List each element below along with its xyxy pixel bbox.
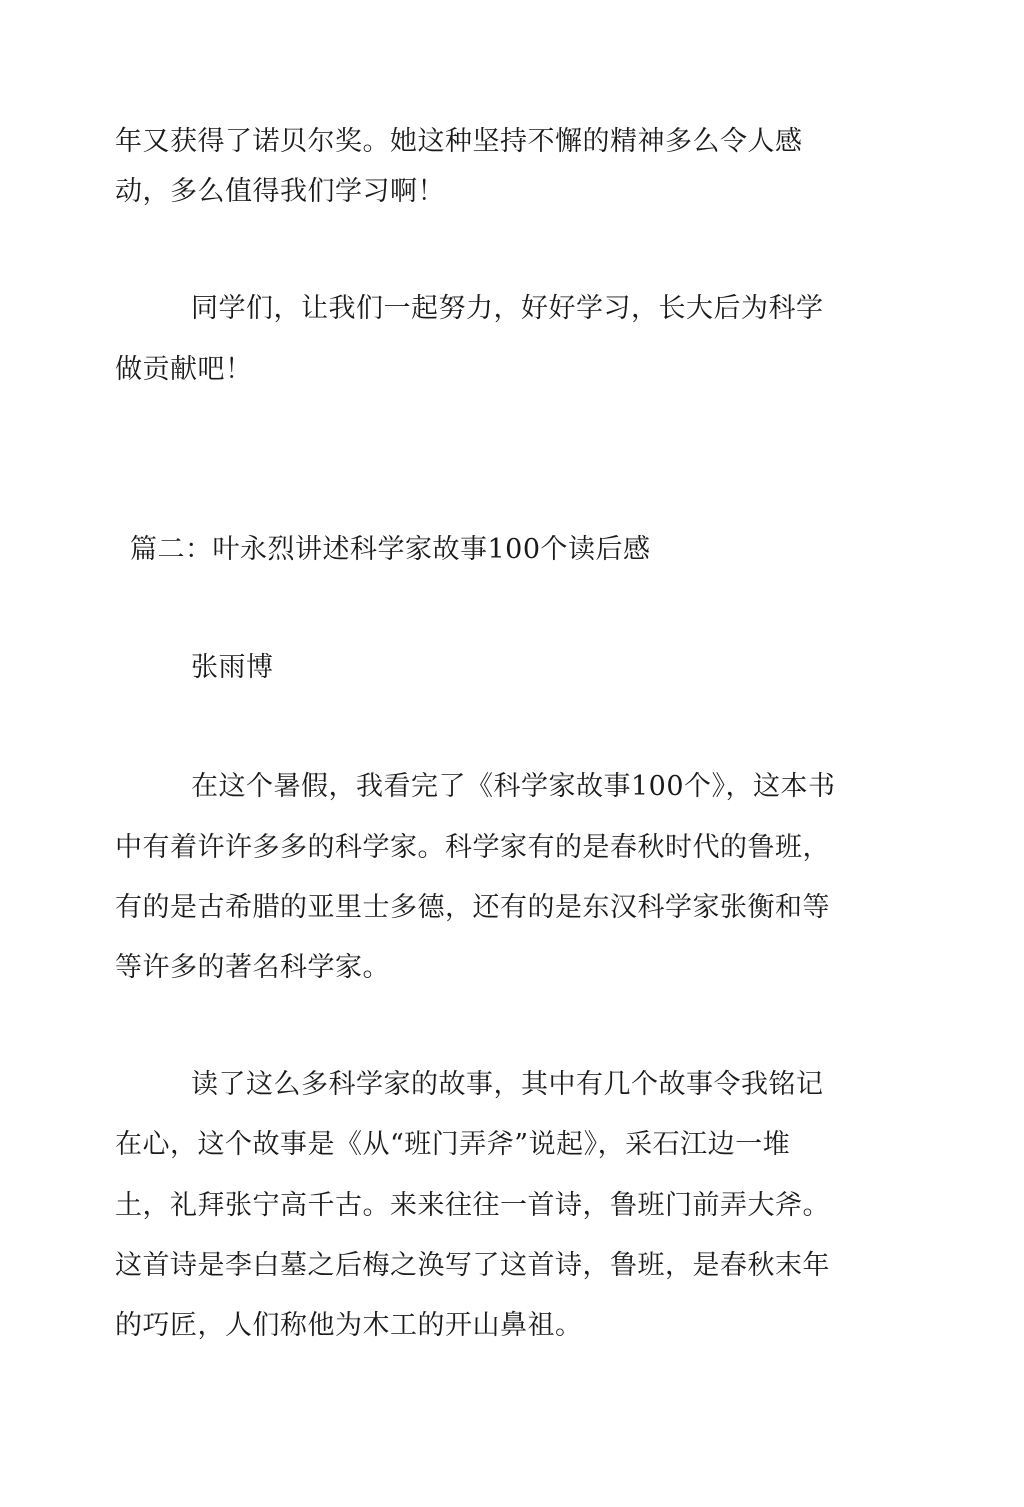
text-line: 中有着许许多多的科学家。科学家有的是春秋时代的鲁班， <box>115 832 830 863</box>
text-line: 这首诗是李白墓之后梅之涣写了这首诗，鲁班，是春秋末年 <box>115 1250 830 1281</box>
text-line: 动，多么值得我们学习啊！ <box>115 176 445 207</box>
text-line: 的巧匠，人们称他为木工的开山鼻祖。 <box>115 1310 583 1341</box>
text-line: 做贡献吧！ <box>115 354 253 385</box>
text-line: 等许多的著名科学家。 <box>115 952 390 983</box>
section-title: 篇二：叶永烈讲述科学家故事100个读后感 <box>130 534 651 565</box>
text-line: 在这个暑假，我看完了《科学家故事100个》，这本书 <box>191 771 836 802</box>
text-line: 读了这么多科学家的故事，其中有几个故事令我铭记 <box>191 1069 824 1100</box>
text-line: 年又获得了诺贝尔奖。她这种坚持不懈的精神多么令人感 <box>115 126 803 157</box>
text-line: 在心，这个故事是《从“班门弄斧”说起》，采石江边一堆 <box>115 1129 791 1160</box>
text-line: 同学们，让我们一起努力，好好学习，长大后为科学 <box>191 293 824 324</box>
text-line: 土，礼拜张宁高千古。来来往往一首诗，鲁班门前弄大斧。 <box>115 1190 830 1221</box>
text-line: 有的是古希腊的亚里士多德，还有的是东汉科学家张衡和等 <box>115 892 830 923</box>
author-name: 张雨博 <box>191 652 274 683</box>
